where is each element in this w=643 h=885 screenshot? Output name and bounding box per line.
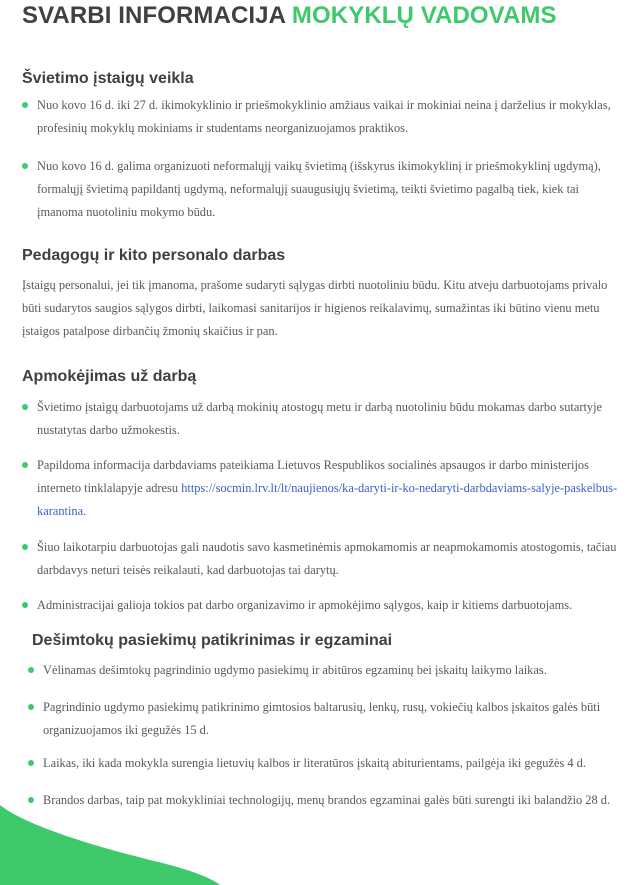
title-part-2: MOKYKLŲ VADOVAMS xyxy=(291,2,557,29)
section-heading-veikla: Švietimo įstaigų veikla xyxy=(22,70,194,87)
bullet-icon xyxy=(22,102,28,108)
bullet-icon xyxy=(22,602,28,608)
decorative-wave-shape xyxy=(0,805,220,885)
bullet-icon xyxy=(28,760,34,766)
bullet-icon xyxy=(22,462,28,468)
page-title xyxy=(22,2,557,30)
list-item-text: Šiuo laikotarpiu darbuotojas gali naudotis savo kasmetinėmis apmokamomis ar neapmokamomis atostogomis, tačiau darbdavys neturi teisės reikalauti, kad darbuotojas tai darytų. xyxy=(37,540,617,577)
bullet-icon xyxy=(22,544,28,550)
section-paragraph: Įstaigų personalui, jei tik įmanoma, prašome sudaryti sąlygas dirbti nuotoliniu būdu. Kitu atveju darbuotojams privalo būti sudarytos saugios sąlygos dirbti, laikomasi sanitarijos ir higienos reikalavimų, sumažintas iki būtino vienu metu įstaigos patalpose dirbančių žmonių skaičius ir pan. xyxy=(22,278,608,338)
list-item xyxy=(28,752,621,775)
title-part-1: SVARBI INFORMACIJA xyxy=(22,2,286,29)
list-item xyxy=(22,594,621,617)
bullet-icon xyxy=(22,163,28,169)
section-heading-egzaminai: Dešimtokų pasiekimų patikrinimas ir egzaminai xyxy=(32,632,393,649)
bullet-icon xyxy=(22,404,28,410)
list-item-text: Laikas, iki kada mokykla surengia lietuvių kalbos ir literatūros įskaitą abiturientams, pailgėja iki gegužės 4 d. xyxy=(43,756,586,770)
list-item-text: Nuo kovo 16 d. iki 27 d. ikimokyklinio ir priešmokyklinio amžiaus vaikai ir mokiniai neina į darželius ir mokyklas, profesinių mokyklų mokiniams ir studentams neorganizuojamos praktikos. xyxy=(37,98,611,135)
list-item-text: Brandos darbas, taip pat mokykliniai technologijų, menų brandos egzaminai galės būti surengti iki balandžio 28 d. xyxy=(43,793,611,807)
list-item xyxy=(28,659,621,682)
section-heading-pedagogai: Pedagogų ir kito personalo darbas xyxy=(22,247,286,264)
list-item-text: Nuo kovo 16 d. galima organizuoti neformalųjį vaikų švietimą (išskyrus ikimokyklinį ir priešmokyklinį ugdymą), formalųjį švietimą papildantį ugdymą, neformalųjį suaugusiųjų švietimą, teikti švietimo pagalbą tiek, kiek tai įmanoma nuotoliniu mokymo būdu. xyxy=(37,159,601,219)
bullet-icon xyxy=(28,797,34,803)
list-item-text-part: Papildoma informacija darbdaviams pateikiama Lietuvos Respublikos socialinės apsaugos ir darbo ministerijos interneto tinklalapyje adresu xyxy=(37,458,589,495)
list-item xyxy=(22,155,621,224)
list-item xyxy=(28,696,621,742)
bullet-icon xyxy=(28,704,34,710)
ministry-link[interactable]: https://socmin.lrv.lt/lt/naujienos/ka-daryti-ir-ko-nedaryti-darbdaviams-salyje-paskelbus-karantina. xyxy=(37,481,618,518)
list-item-text: Švietimo įstaigų darbuotojams už darbą mokinių atostogų metu ir darbą nuotoliniu būdu mokamas darbo sutartyje nustatytas darbo užmokestis. xyxy=(37,400,603,437)
list-item xyxy=(22,536,621,582)
list-item-text: Vėlinamas dešimtokų pagrindinio ugdymo pasiekimų ir abitūros egzaminų bei įskaitų laikymo laikas. xyxy=(43,663,547,677)
list-item-text: Pagrindinio ugdymo pasiekimų patikrinimo gimtosios baltarusių, lenkų, rusų, vokiečių kalbos įskaitos galės būti organizuojamos iki gegužės 15 d. xyxy=(43,700,601,737)
list-item-text: Administracijai galioja tokios pat darbo organizavimo ir apmokėjimo sąlygos, kaip ir kitiems darbuotojams. xyxy=(37,598,573,612)
list-item xyxy=(22,454,621,523)
section-heading-apmokejimas: Apmokėjimas už darbą xyxy=(22,368,197,385)
decorative-wave xyxy=(0,805,220,885)
list-item xyxy=(22,94,621,140)
list-item xyxy=(22,396,621,442)
list-item-text xyxy=(22,454,621,523)
bullet-icon xyxy=(28,667,34,673)
